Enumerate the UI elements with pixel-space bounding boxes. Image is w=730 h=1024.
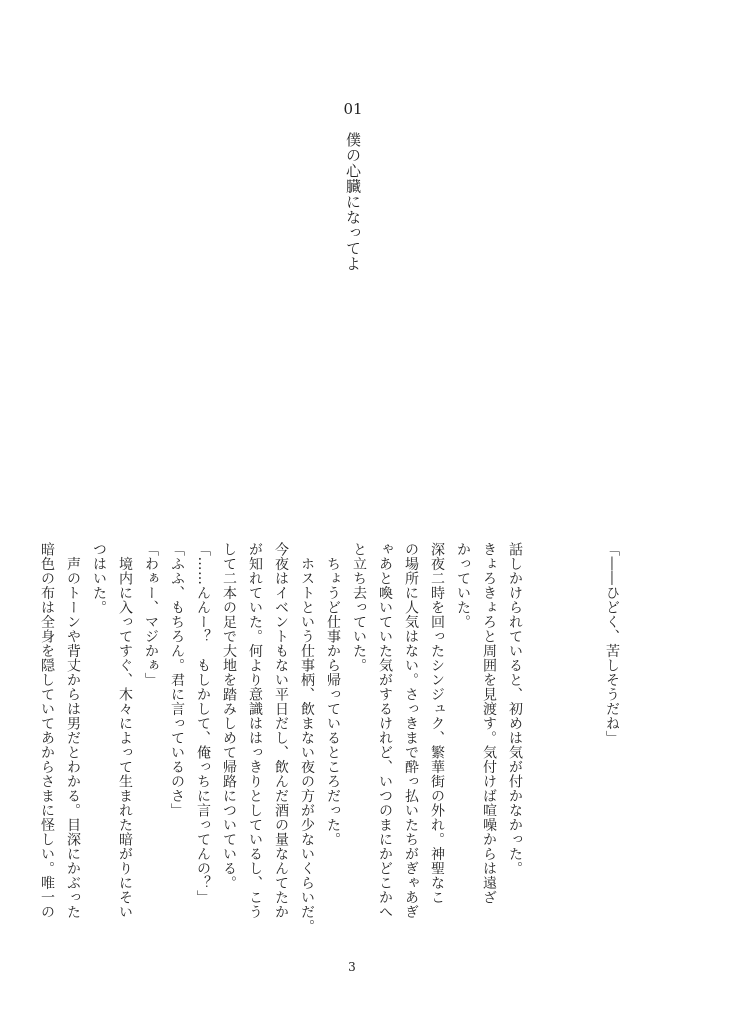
text-column: の場所に人気はない。さっきまで酔っ払いたちがぎゃあぎ (403, 542, 419, 919)
text-column: ホストという仕事柄、飲まない夜の方が少ないくらいだ。 (299, 542, 315, 934)
text-column: 深夜二時を回ったシンジュク、繁華街の外れ。神聖なこ (429, 542, 445, 905)
text-column: つはいた。 (91, 542, 107, 615)
text-column: 「ふふ、もちろん。君に言っているのさ」 (169, 542, 185, 818)
text-column: 「わぁー、マジかぁ」 (143, 542, 159, 687)
page-number: 3 (348, 960, 356, 974)
text-column: 今夜はイベントもない平日だし、飲んだ酒の量なんてたか (273, 542, 289, 919)
text-column: 暗色の布は全身を隠していてあからさまに怪しい。唯一の (39, 542, 55, 919)
text-column: ちょうど仕事から帰っているところだった。 (325, 542, 341, 847)
text-column: きょろきょろと周囲を見渡す。気付けば喧噪からは遠ざ (481, 542, 497, 905)
body-text (34, 542, 528, 942)
chapter-number: 01 (343, 100, 363, 118)
text-column: 話しかけられていると、初めは気が付かなかった。 (507, 542, 523, 876)
chapter-title: 僕の心臓になってよ (344, 132, 362, 272)
text-column: と立ち去っていた。 (351, 542, 367, 673)
text-column: 声のトーンや背丈からは男だとわかる。目深にかぶった (65, 542, 81, 919)
text-column: が知れていた。何より意識ははっきりとしているし、こう (247, 542, 263, 919)
text-column: して二本の足で大地を踏みしめて帰路についている。 (221, 542, 237, 890)
opening-dialogue: 「――ひどく、苦しそうだね」 (604, 542, 620, 745)
text-column: 「……んんー？ もしかして、俺っちに言ってんの？」 (195, 542, 211, 905)
text-column: ゃあと喚いていた気がするけれど、いつのまにかどこかへ (377, 542, 393, 919)
text-column: 境内に入ってすぐ、木々によって生まれた暗がりにそい (117, 542, 133, 919)
text-column: かっていた。 (455, 542, 471, 629)
